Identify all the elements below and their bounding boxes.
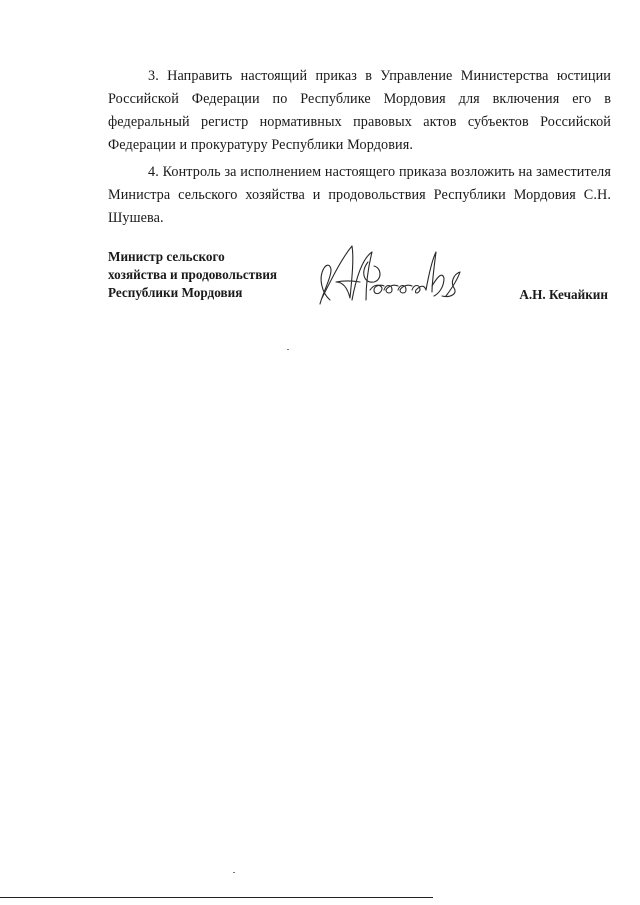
paragraph-3: 3. Направить настоящий приказ в Управление Министерства юстиции Российской Федерации по Республике Мордовия для включения его в федеральный регистр нормативных правовых актов субъектов Российской Федерации и прокуратуру Республики Мордовия. bbox=[108, 68, 611, 154]
scan-speck bbox=[287, 349, 289, 350]
handwritten-signature bbox=[308, 238, 468, 316]
signatory-name: А.Н. Кечайкин bbox=[519, 287, 608, 302]
bottom-rule bbox=[0, 897, 433, 898]
signatory-title-line: Республики Мордовия bbox=[108, 285, 243, 300]
scan-speck bbox=[233, 872, 235, 873]
signatory-title-line: хозяйства и продовольствия bbox=[108, 267, 278, 282]
signatory-title bbox=[108, 248, 318, 302]
signatory-title-line: Министр сельского bbox=[108, 249, 225, 264]
paragraph-4: 4. Контроль за исполнением настоящего приказа возложить на заместителя Министра сельского хозяйства и продовольствия Республики Мордовия С.Н. Шушева. bbox=[108, 164, 611, 227]
